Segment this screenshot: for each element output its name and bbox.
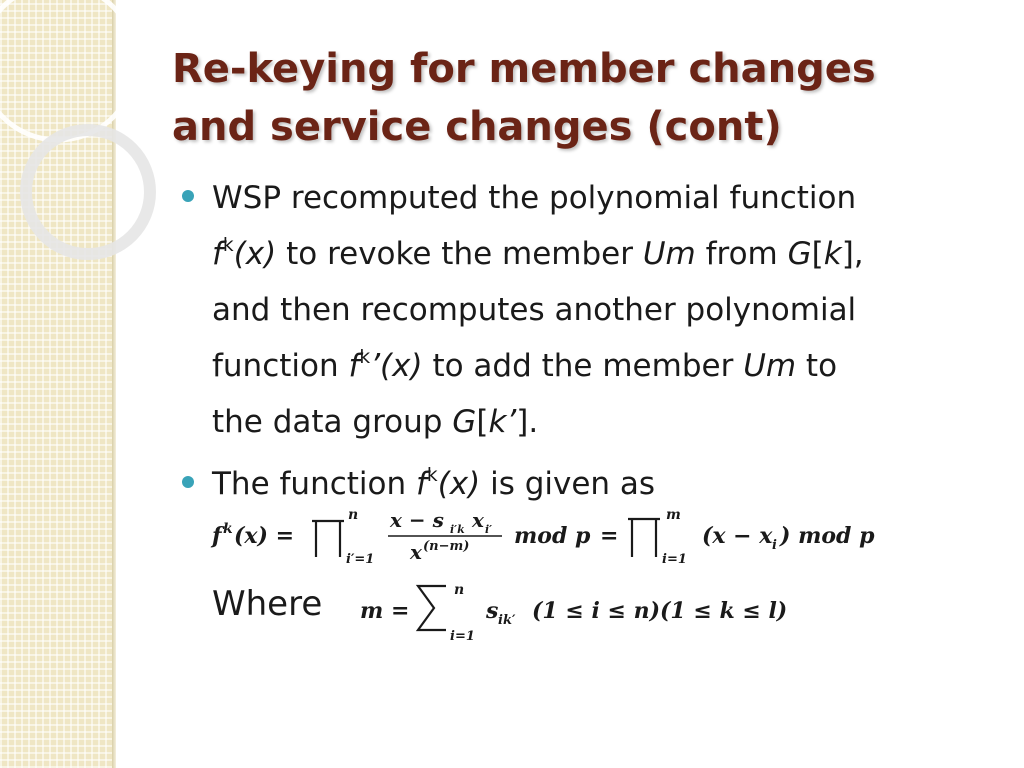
math-text: ) mod p: [780, 523, 875, 549]
math-text: f: [212, 523, 222, 549]
group-g: G: [787, 236, 812, 272]
where-label: Where: [212, 584, 323, 624]
math-text: x − s: [390, 508, 444, 532]
math-text: (x) =: [234, 523, 295, 549]
math-text: =: [600, 523, 619, 549]
math-text: k: [223, 521, 233, 537]
bullet-text: WSP recomputed the polynomial function: [212, 180, 857, 216]
math-text: (x − x: [702, 523, 773, 549]
formula-m-definition: [360, 578, 800, 644]
bracket: ],: [841, 236, 864, 272]
math-text: (n−m): [423, 539, 470, 554]
group-index-k: k: [823, 236, 842, 272]
bullet-dot: [182, 476, 194, 488]
bullet-wsp-recompute: [182, 170, 1002, 450]
superscript-k: k: [359, 346, 371, 368]
decorative-rings: [0, 0, 170, 260]
math-text: x: [472, 508, 484, 532]
bracket: [: [476, 404, 489, 440]
bullet-text: from: [695, 236, 788, 272]
bullet-dot: [182, 190, 194, 202]
slide-title: [172, 40, 972, 156]
group-index-k: k’: [488, 404, 517, 440]
math-text: i=1: [662, 552, 687, 567]
bullet-text: to: [796, 348, 838, 384]
math-text: i: [772, 538, 777, 553]
superscript-k: k: [426, 464, 438, 486]
bullet-function-given: [182, 456, 1002, 512]
math-text: i=1: [450, 629, 475, 644]
sum-symbol: [418, 586, 446, 630]
math-text: (1 ≤ i ≤ n)(1 ≤ k ≤ l): [532, 598, 788, 624]
title-line-1: Re-keying for member changes: [172, 46, 876, 92]
math-text: x: [410, 540, 422, 564]
math-text: ik′: [498, 613, 516, 628]
math-text: i′k: [450, 523, 465, 536]
bullet-text: and then recomputes another polynomial: [212, 292, 857, 328]
product-symbol: [312, 521, 344, 557]
function-arg: (x): [437, 466, 481, 502]
bullet-text: function: [212, 348, 349, 384]
function-f: f: [416, 466, 427, 502]
function-f: f: [348, 348, 360, 384]
math-text: i′: [485, 523, 493, 536]
slide-content: [182, 170, 1002, 512]
function-arg: (x): [233, 236, 277, 272]
function-arg: ’(x): [370, 348, 423, 384]
group-g: G: [452, 404, 477, 440]
math-text: n: [348, 507, 359, 523]
math-text: i′=1: [346, 552, 375, 567]
member-um: Um: [642, 236, 696, 272]
math-text: m: [666, 507, 681, 523]
bullet-text: is given as: [480, 466, 656, 502]
math-text: n: [454, 582, 465, 598]
superscript-k: k: [222, 234, 234, 256]
member-um: Um: [743, 348, 797, 384]
function-f: f: [212, 236, 223, 272]
bracket: [: [811, 236, 824, 272]
bullet-text: to add the member: [422, 348, 744, 384]
product-symbol: [628, 519, 660, 557]
math-text: m =: [360, 598, 410, 624]
bracket: ].: [516, 404, 539, 440]
math-text: s: [486, 598, 499, 624]
title-line-2: and service changes (cont): [172, 104, 782, 150]
bullet-text: The function: [212, 466, 416, 502]
bullet-text: the data group: [212, 404, 453, 440]
math-text: mod p: [514, 523, 591, 549]
bullet-text: to revoke the member: [276, 236, 643, 272]
formula-polynomial: [210, 505, 890, 567]
